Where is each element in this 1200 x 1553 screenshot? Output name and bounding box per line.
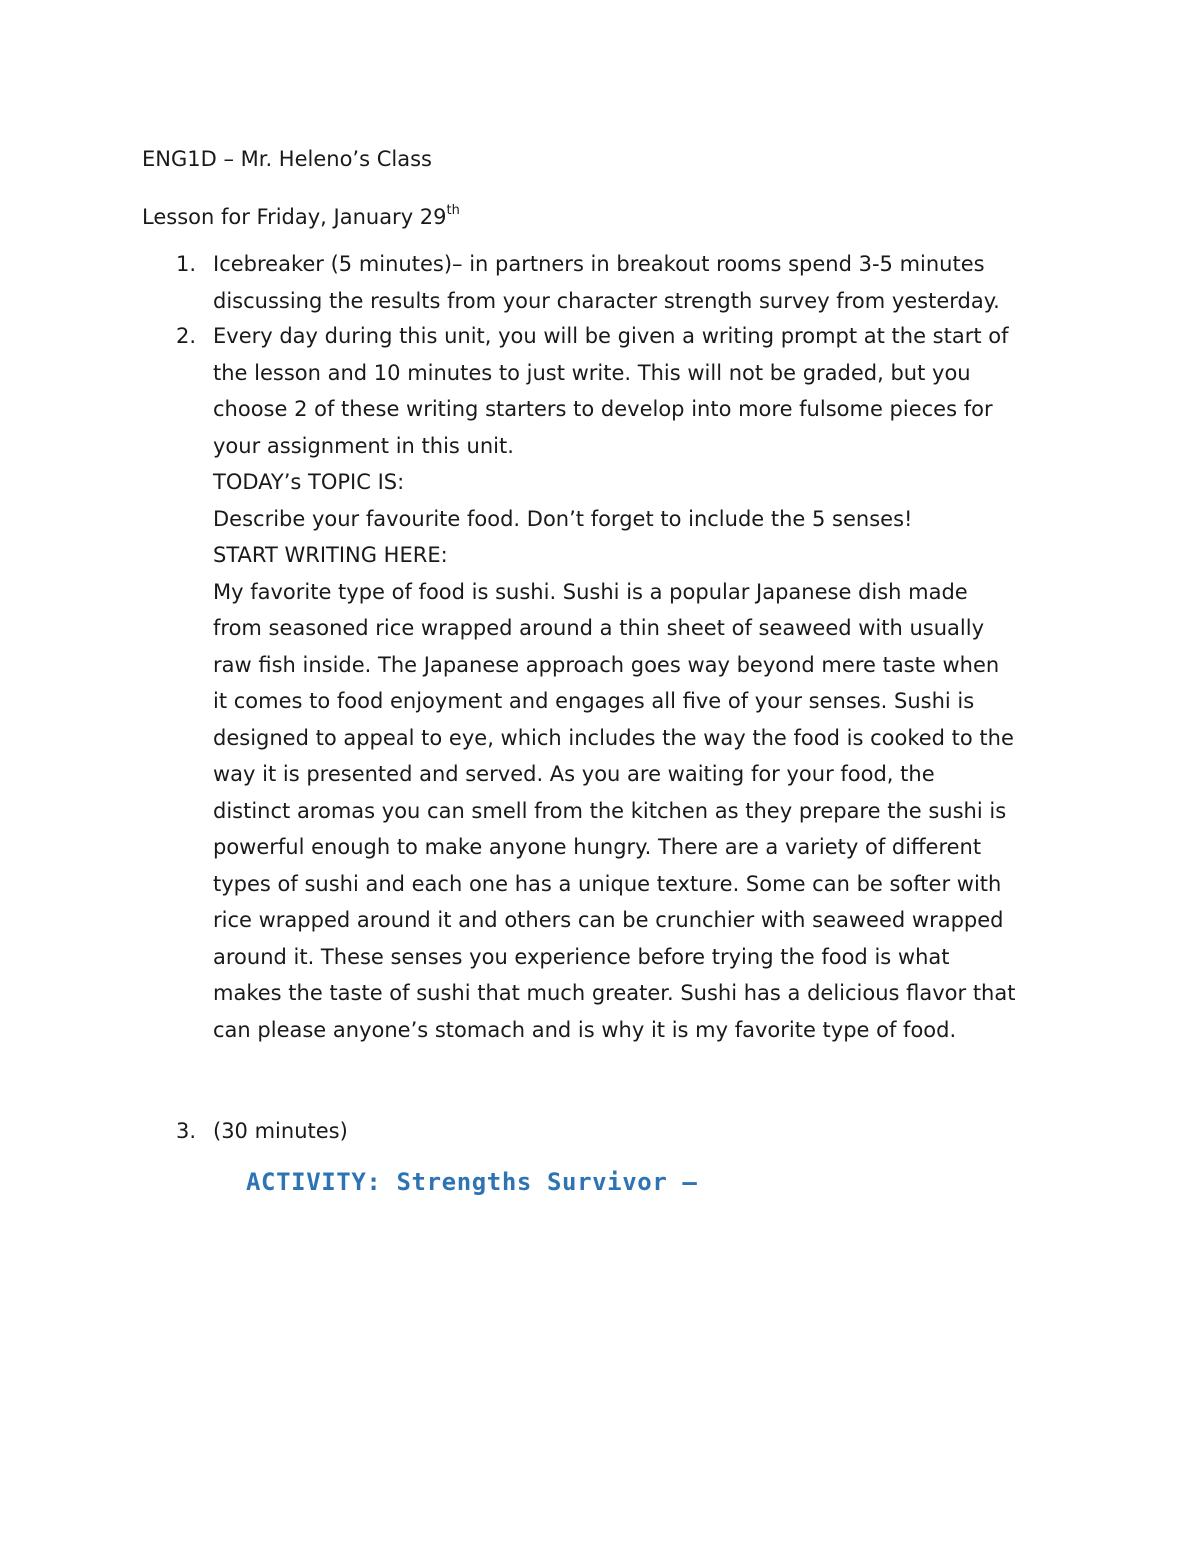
- essay-line: it comes to food enjoyment and engages all five of your senses. Sushi is: [213, 689, 975, 713]
- list-item-line: the lesson and 10 minutes to just write. This will not be graded, but you: [213, 360, 971, 385]
- start-writing-label: START WRITING HERE:: [213, 543, 448, 567]
- list-item-line: Icebreaker (5 minutes)– in partners in breakout rooms spend 3-5 minutes: [213, 252, 985, 276]
- essay-line: rice wrapped around it and others can be crunchier with seaweed wrapped: [213, 908, 1004, 932]
- class-title: ENG1D – Mr. Heleno’s Class: [142, 147, 432, 171]
- essay-line: My favorite type of food is sushi. Sushi is a popular Japanese dish made: [213, 579, 968, 604]
- essay-line: distinct aromas you can smell from the kitchen as they prepare the sushi is: [213, 798, 1007, 823]
- list-number-3: 3.: [176, 1119, 197, 1143]
- lesson-date: [142, 199, 460, 231]
- list-item-3-body: [213, 1113, 1082, 1150]
- essay-line: designed to appeal to eye, which includes the way the food is cooked to the: [213, 725, 1014, 750]
- topic-label: TODAY’s TOPIC IS:: [213, 470, 405, 494]
- list-item-3: [142, 1113, 1082, 1150]
- essay-line: powerful enough to make anyone hungry. There are a variety of different: [213, 835, 982, 859]
- topic-prompt: Describe your favourite food. Don’t forget to include the 5 senses!: [213, 506, 913, 531]
- essay-line: raw fish inside. The Japanese approach goes way beyond mere taste when: [213, 652, 1000, 677]
- essay-line: from seasoned rice wrapped around a thin sheet of seaweed with usually: [213, 616, 985, 640]
- list-item-1: [142, 246, 1082, 319]
- list-item-line: choose 2 of these writing starters to develop into more fulsome pieces for: [213, 397, 993, 421]
- essay-line: around it. These senses you experience before trying the food is what: [213, 944, 950, 969]
- list-item-2-body: [213, 318, 1082, 1048]
- list-item-line: discussing the results from your character strength survey from yesterday.: [213, 288, 1000, 313]
- essay-line: can please anyone’s stomach and is why it is my favorite type of food.: [213, 1017, 957, 1042]
- lesson-date-text: Lesson for Friday, January 29: [142, 205, 447, 229]
- list-item-line: Every day during this unit, you will be given a writing prompt at the start of: [213, 324, 1009, 348]
- essay-line: way it is presented and served. As you are waiting for your food, the: [213, 762, 935, 786]
- essay-line: makes the taste of sushi that much greater. Sushi has a delicious flavor that: [213, 981, 1016, 1005]
- lesson-date-ordinal: th: [446, 203, 460, 218]
- list-item-2: [142, 318, 1082, 1048]
- list-item-line: your assignment in this unit.: [213, 433, 514, 458]
- essay-line: types of sushi and each one has a unique texture. Some can be softer with: [213, 871, 1002, 896]
- list-number-1: 1.: [176, 252, 197, 276]
- list-item-line: (30 minutes): [213, 1119, 348, 1143]
- list-number-2: 2.: [176, 324, 197, 348]
- list-item-1-body: [213, 246, 1082, 319]
- activity-heading: ACTIVITY: Strengths Survivor –: [246, 1168, 698, 1196]
